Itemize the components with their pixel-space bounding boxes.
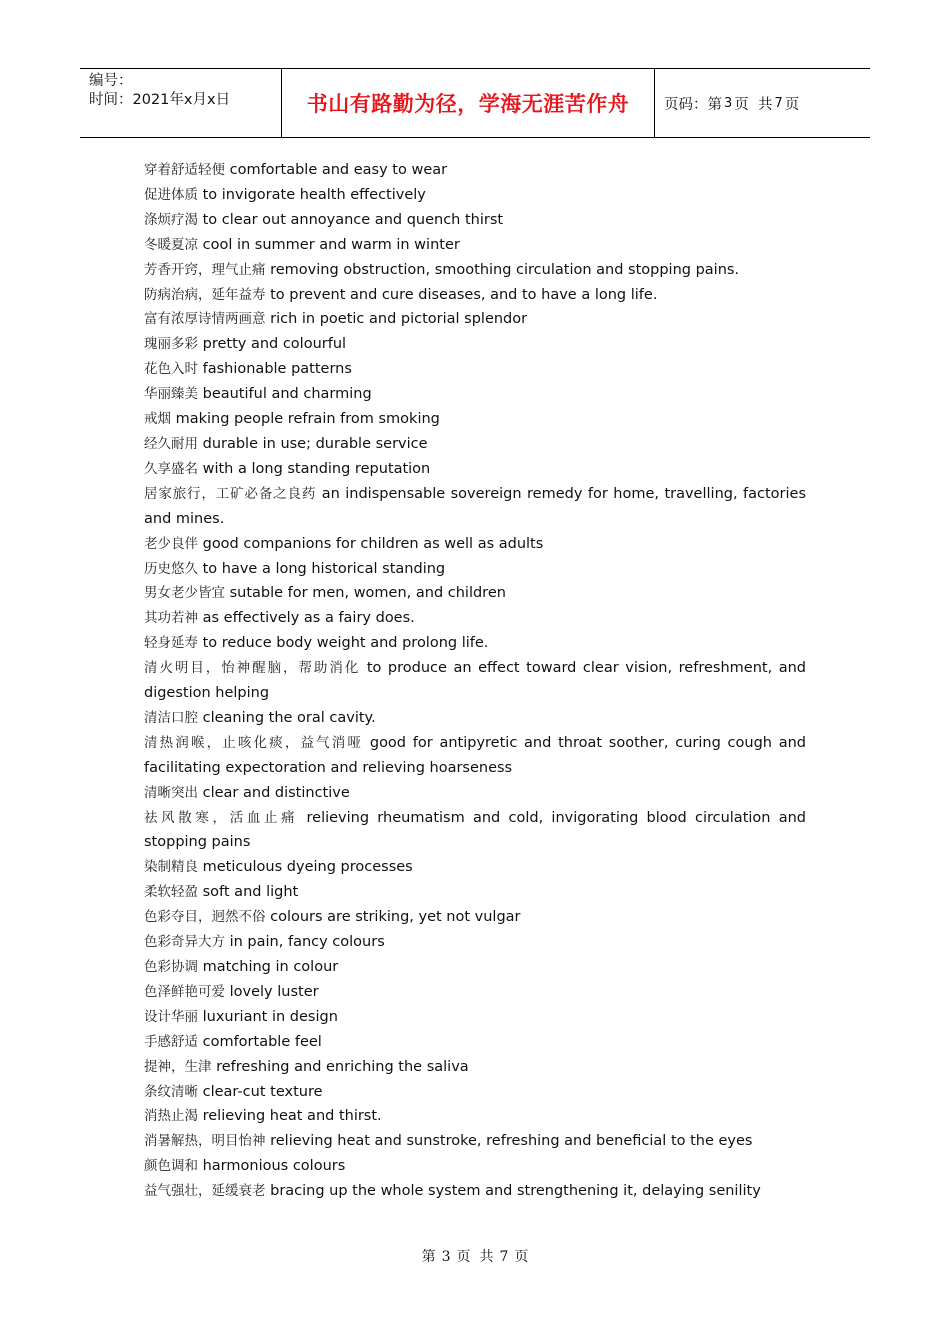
entry-english: colours are striking, yet not vulgar — [270, 909, 521, 926]
entry-english: to prevent and cure diseases, and to have a long life. — [270, 286, 658, 303]
entry-chinese: 花色入时 — [144, 361, 198, 378]
entry-chinese: 色彩协调 — [144, 959, 198, 975]
entry-chinese: 色彩奇异大方 — [144, 934, 225, 951]
header-motto-cell — [282, 69, 655, 137]
entry-english: soft and light — [202, 884, 299, 901]
time-label: 时间：2021年x月x日 — [89, 92, 231, 108]
entry-english: relieving heat and sunstroke, refreshing and beneficial to the eyes — [270, 1133, 753, 1150]
entry-english: refreshing and enriching the saliva — [216, 1058, 469, 1075]
entry-chinese: 色彩夺目，迥然不俗 — [144, 909, 266, 926]
entry-english: pretty and colourful — [202, 336, 347, 353]
entry-english: luxuriant in design — [202, 1008, 338, 1025]
entry-chinese: 历史悠久 — [144, 560, 198, 577]
glossary-entry — [144, 955, 806, 980]
entry-chinese: 消热止渴 — [144, 1108, 198, 1125]
glossary-entry — [144, 880, 806, 905]
entry-english: relieving rheumatism and cold, invigorating blood circulation and stopping pains — [144, 809, 806, 851]
motto-text: 书山有路勤为径，学海无涯苦作舟 — [306, 91, 630, 116]
glossary-entry — [144, 930, 806, 955]
entry-english: an indispensable sovereign remedy for home, travelling, factories and mines. — [144, 485, 807, 527]
glossary-entry — [144, 532, 806, 557]
entry-chinese: 穿着舒适轻便 — [144, 162, 225, 178]
entry-chinese: 条纹清晰 — [144, 1083, 198, 1100]
entry-chinese: 冬暖夏凉 — [144, 236, 198, 253]
number-label: 编号： — [89, 73, 133, 89]
footer-suffix: 页 — [514, 1249, 529, 1265]
entry-chinese: 涤烦疗渴 — [144, 211, 198, 228]
entry-english: to produce an effect toward clear vision, refreshment, and digestion helping — [144, 660, 807, 702]
page-mid: 页 共 — [734, 96, 773, 113]
footer-prefix: 第 — [421, 1249, 436, 1265]
footer-mid: 页 共 — [456, 1249, 494, 1265]
glossary-entry — [144, 855, 806, 880]
glossary-entry — [144, 1104, 806, 1129]
footer-current: 3 — [441, 1249, 451, 1265]
entry-chinese: 瑰丽多彩 — [144, 336, 198, 353]
entry-chinese: 华丽臻美 — [144, 386, 198, 403]
glossary-entry — [144, 482, 806, 532]
entry-chinese: 设计华丽 — [144, 1008, 198, 1025]
glossary-entry — [144, 656, 806, 706]
footer-total: 7 — [499, 1249, 509, 1265]
glossary-entry — [144, 1080, 806, 1105]
page-footer — [0, 1246, 950, 1266]
glossary-entry — [144, 158, 806, 183]
entry-english: clear and distinctive — [202, 784, 350, 801]
glossary-entry — [144, 1005, 806, 1030]
entry-english: clear-cut texture — [202, 1083, 323, 1100]
entry-english: good for antipyretic and throat soother, curing cough and facilitating expectoration and relieving hoarseness — [144, 734, 806, 776]
entry-english: in pain, fancy colours — [229, 934, 385, 951]
glossary-entry — [144, 806, 806, 856]
glossary-entry — [144, 1129, 806, 1154]
entry-english: bracing up the whole system and strengthening it, delaying senility — [270, 1183, 761, 1200]
entry-chinese: 色泽鲜艳可爱 — [144, 983, 225, 1000]
glossary-entry — [144, 781, 806, 806]
glossary-entry — [144, 631, 806, 656]
glossary-entry — [144, 407, 806, 432]
entry-chinese: 芳香开窍，理气止痛 — [144, 261, 266, 278]
entry-chinese: 老少良伴 — [144, 535, 198, 552]
page-header — [80, 68, 870, 138]
entry-english: cleaning the oral cavity. — [202, 709, 376, 726]
glossary-entry — [144, 1030, 806, 1055]
entry-english: as effectively as a fairy does. — [202, 610, 415, 627]
entry-english: making people refrain from smoking — [175, 411, 440, 428]
entry-chinese: 其功若神 — [144, 610, 198, 627]
entry-chinese: 祛风散寒，活血止痛 — [144, 809, 299, 826]
glossary-entry — [144, 283, 806, 308]
page-total: 7 — [774, 95, 783, 111]
entry-english: removing obstruction, smoothing circulation and stopping pains. — [270, 261, 740, 278]
entry-chinese: 轻身延寿 — [144, 635, 198, 652]
entry-chinese: 染制精良 — [144, 859, 198, 876]
entry-english: relieving heat and thirst. — [202, 1108, 382, 1125]
page-current: 3 — [724, 95, 733, 111]
entry-chinese: 清洁口腔 — [144, 709, 198, 726]
glossary-entry — [144, 208, 806, 233]
entry-english: fashionable patterns — [202, 361, 352, 378]
glossary-entry — [144, 457, 806, 482]
glossary-entry — [144, 1179, 806, 1204]
page-suffix: 页 — [784, 96, 800, 113]
entry-english: beautiful and charming — [202, 386, 372, 403]
glossary-entry — [144, 233, 806, 258]
entry-english: with a long standing reputation — [202, 460, 431, 477]
entry-chinese: 清热润喉，止咳化痰，益气消哑 — [144, 734, 364, 751]
entry-english: matching in colour — [202, 959, 339, 975]
entry-english: sutable for men, women, and children — [229, 585, 506, 602]
entry-english: to invigorate health effectively — [202, 186, 426, 203]
entry-english: to reduce body weight and prolong life. — [202, 635, 489, 652]
entry-english: cool in summer and warm in winter — [202, 236, 460, 253]
entry-chinese: 益气强壮，延缓衰老 — [144, 1183, 266, 1200]
header-page-info — [655, 69, 870, 137]
entry-chinese: 戒烟 — [144, 411, 171, 428]
entry-english: rich in poetic and pictorial splendor — [270, 311, 528, 328]
glossary-entry — [144, 1154, 806, 1179]
entry-english: to have a long historical standing — [202, 560, 446, 577]
entry-chinese: 提神，生津 — [144, 1058, 212, 1075]
entry-english: comfortable and easy to wear — [229, 162, 448, 178]
entry-chinese: 久享盛名 — [144, 460, 198, 477]
glossary-entry — [144, 307, 806, 332]
glossary-entry — [144, 905, 806, 930]
entry-english: comfortable feel — [202, 1033, 322, 1050]
glossary-entry — [144, 557, 806, 582]
entry-chinese: 颜色调和 — [144, 1158, 198, 1175]
entry-chinese: 防病治病，延年益寿 — [144, 286, 266, 303]
entry-chinese: 居家旅行，工矿必备之良药 — [144, 485, 317, 502]
entry-chinese: 富有浓厚诗情两画意 — [144, 311, 266, 328]
glossary-list — [144, 158, 806, 1204]
glossary-entry — [144, 183, 806, 208]
entry-chinese: 手感舒适 — [144, 1033, 198, 1050]
glossary-entry — [144, 706, 806, 731]
entry-english: lovely luster — [229, 983, 319, 1000]
glossary-entry — [144, 432, 806, 457]
glossary-entry — [144, 731, 806, 781]
entry-chinese: 男女老少皆宜 — [144, 585, 225, 602]
entry-english: to clear out annoyance and quench thirst — [202, 211, 504, 228]
glossary-entry — [144, 332, 806, 357]
glossary-entry — [144, 258, 806, 283]
entry-chinese: 柔软轻盈 — [144, 884, 198, 901]
entry-chinese: 清火明目，怡神醒脑，帮助消化 — [144, 660, 361, 677]
entry-chinese: 清晰突出 — [144, 784, 198, 801]
header-meta — [80, 69, 282, 137]
glossary-entry — [144, 357, 806, 382]
entry-english: good companions for children as well as adults — [202, 535, 544, 552]
entry-chinese: 消暑解热，明目怡神 — [144, 1133, 266, 1150]
entry-english: durable in use; durable service — [202, 435, 428, 452]
entry-chinese: 经久耐用 — [144, 435, 198, 452]
glossary-entry — [144, 382, 806, 407]
glossary-entry — [144, 581, 806, 606]
entry-english: meticulous dyeing processes — [202, 859, 413, 876]
entry-english: harmonious colours — [202, 1158, 346, 1175]
page-prefix: 页码：第 — [664, 96, 722, 113]
glossary-entry — [144, 980, 806, 1005]
entry-chinese: 促进体质 — [144, 186, 198, 203]
glossary-entry — [144, 606, 806, 631]
glossary-entry — [144, 1055, 806, 1080]
